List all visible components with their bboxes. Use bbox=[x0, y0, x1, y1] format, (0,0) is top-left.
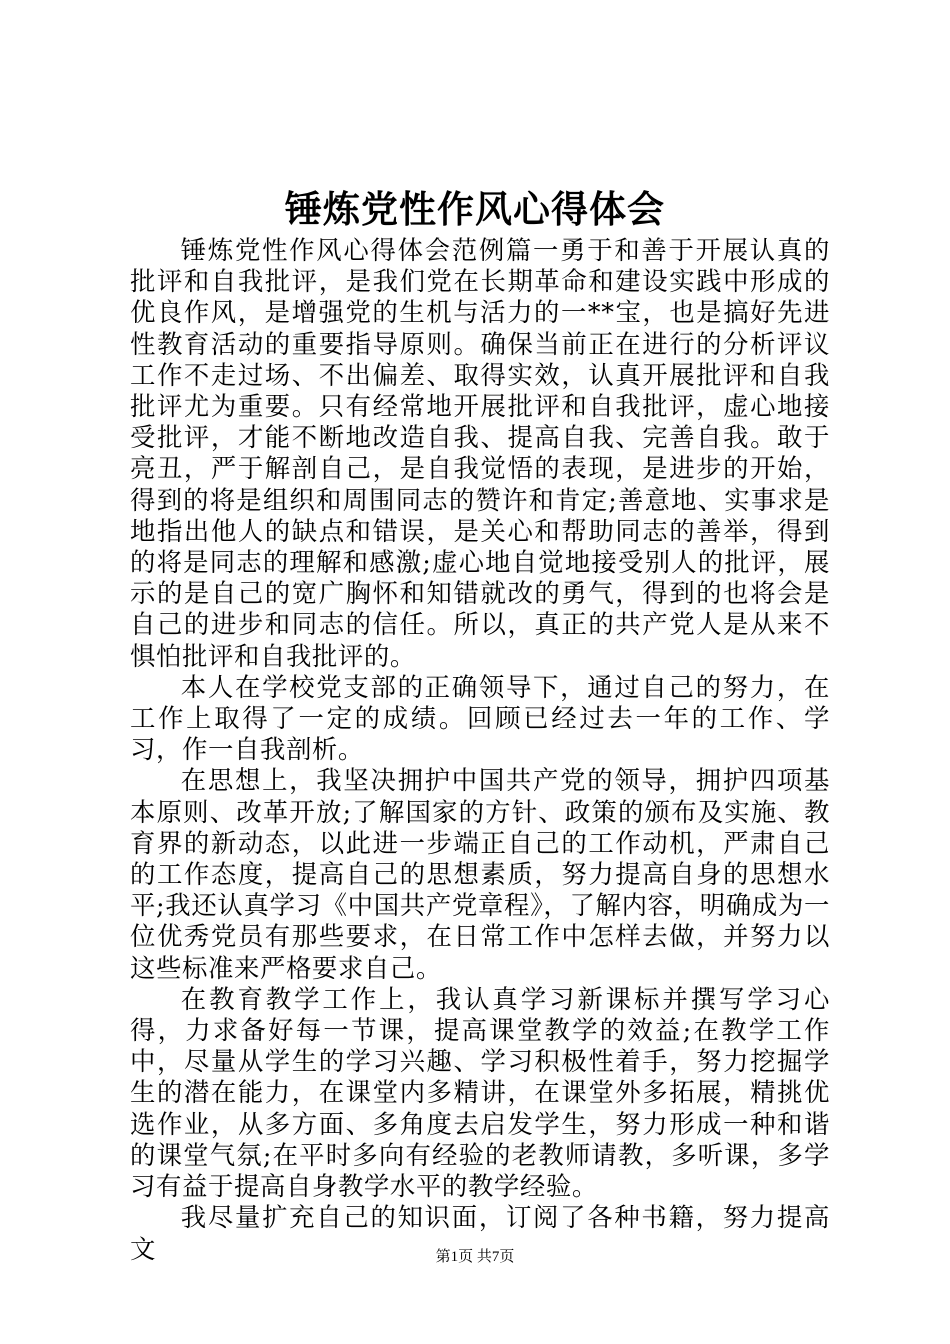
paragraph: 在教育教学工作上，我认真学习新课标并撰写学习心得，力求备好每一节课，提高课堂教学的效益;在教学工作中，尽量从学生的学习兴趣、学习积极性着手，努力挖掘学生的潜在能力，在课堂内多精讲，在课堂外多拓展，精挑优选作业，从多方面、多角度去启发学生，努力形成一种和谐的课堂气氛;在平时多向有经验的老教师请教，多听课，多学习有益于提高自身教学水平的教学经验。 bbox=[130, 983, 830, 1202]
paragraph: 锤炼党性作风心得体会范例篇一勇于和善于开展认真的批评和自我批评，是我们党在长期革命和建设实践中形成的优良作风，是增强党的生机与活力的一**宝，也是搞好先进性教育活动的重要指导原则。确保当前正在进行的分析评议工作不走过场、不出偏差、取得实效，认真开展批评和自我批评尤为重要。只有经常地开展批评和自我批评，虚心地接受批评，才能不断地改造自我、提高自我、完善自我。敢于亮丑，严于解剖自己，是自我觉悟的表现，是进步的开始，得到的将是组织和周围同志的赞许和肯定;善意地、实事求是地指出他人的缺点和错误，是关心和帮助同志的善举，得到的将是同志的理解和感激;虚心地自觉地接受别人的批评，展示的是自己的宽广胸怀和知错就改的勇气，得到的也将会是自己的进步和同志的信任。所以，真正的共产党人是从来不惧怕批评和自我批评的。 bbox=[130, 235, 830, 671]
paragraph: 我尽量扩充自己的知识面，订阅了各种书籍，努力提高文 bbox=[130, 1202, 830, 1264]
paragraph: 在思想上，我坚决拥护中国共产党的领导，拥护四项基本原则、改革开放;了解国家的方针、政策的颁布及实施、教育界的新动态，以此进一步端正自己的工作动机，严肃自己的工作态度，提高自己的思想素质，努力提高自身的思想水平;我还认真学习《中国共产党章程》，了解内容，明确成为一位优秀党员有那些要求，在日常工作中怎样去做，并努力以这些标准来严格要求自己。 bbox=[130, 765, 830, 983]
document-title: 锤炼党性作风心得体会 bbox=[285, 187, 665, 231]
page-number-footer: 第1页 共7页 bbox=[435, 1249, 515, 1265]
paragraph: 本人在学校党支部的正确领导下，通过自己的努力，在工作上取得了一定的成绩。回顾已经过去一年的工作、学习，作一自我剖析。 bbox=[130, 671, 830, 765]
document-body bbox=[130, 235, 830, 1265]
